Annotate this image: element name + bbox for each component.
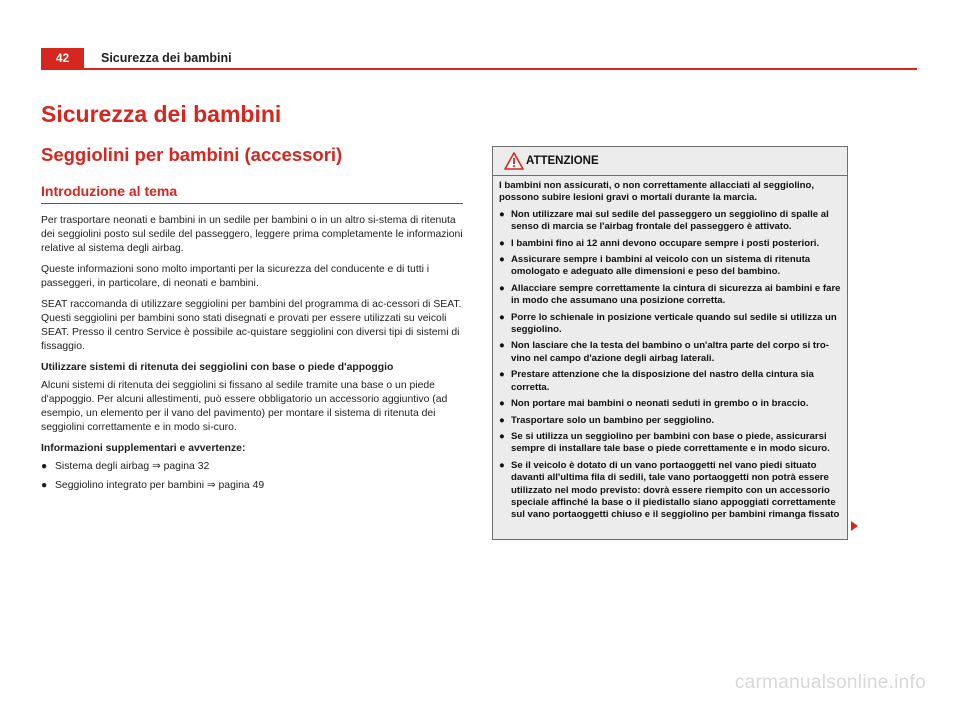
base-support-paragraph: Alcuni sistemi di ritenuta dei seggiolini si fissano al sedile tramite una base o un piede d'appoggio. Per alcuni allestimenti, può essere obbligatorio un accessorio aggiuntivo (ad esempio, un elemento per il vano del pavimento) per montare il sistema di ritenuta dei seggiolini correttamente e in modo si-curo. bbox=[41, 380, 448, 433]
warning-item: ● Trasportare solo un bambino per seggiolino. bbox=[499, 414, 715, 426]
warning-header bbox=[493, 147, 847, 176]
bullet-icon: ● bbox=[499, 254, 505, 266]
reference-item-airbag[interactable] bbox=[41, 460, 463, 474]
importance-paragraph: Queste informazioni sono molto importanti per la sicurezza del conducente e di tutti i passeggeri, in particolare, di neonati e bambini. bbox=[41, 264, 430, 289]
intro-paragraph: Per trasportare neonati e bambini in un sedile per bambini o in un altro si-stema di ritenuta dei seggiolini posto sul sedile del passeggero, leggere prima completamente le informazioni relative al sistema degli airbag. bbox=[41, 215, 463, 254]
bullet-icon: ● bbox=[499, 430, 505, 442]
bullet-icon: ● bbox=[499, 459, 505, 471]
header-title: Sicurezza dei bambini bbox=[101, 51, 232, 65]
bullet-icon: ● bbox=[499, 237, 505, 249]
bullet-icon: ● bbox=[499, 311, 505, 323]
warning-item: ● Se il veicolo è dotato di un vano portaoggetti nel vano piedi situato davanti all'ultima fila di sedili, tale vano portaoggetti non potrà essere utilizzato nel modo previsto: dovrà essere riempito con un accessorio speciale affinché la base o il piedistallo siano appoggiati correttamente sul vano portaoggetti chiuso e il seggiolino per bambini rimanga fissato bbox=[499, 459, 840, 521]
section-title: Seggiolini per bambini (accessori) bbox=[41, 144, 343, 165]
bullet-icon: ● bbox=[499, 398, 505, 410]
bullet-icon: ● bbox=[499, 208, 505, 220]
subsection-title: Introduzione al tema bbox=[41, 181, 463, 204]
warning-item: ● Prestare attenzione che la disposizione del nastro della cintura sia corretta. bbox=[499, 369, 814, 393]
warning-box bbox=[492, 146, 848, 540]
reference-item-integrated-seat[interactable] bbox=[41, 479, 463, 493]
warning-title: ATTENZIONE bbox=[526, 155, 599, 167]
warning-intro: I bambini non assicurati, o non correttamente allacciati al seggiolino, possono subire lesioni gravi o mortali durante la marcia. bbox=[499, 180, 815, 204]
warning-item: ● Non lasciare che la testa del bambino o un'altra parte del corpo si tro-vino nel campo d'azione degli airbag laterali. bbox=[499, 340, 829, 364]
bullet-icon: ● bbox=[499, 414, 505, 426]
reference-label: Sistema degli airbag ⇒ pagina 32 bbox=[55, 461, 210, 472]
warning-item: ● I bambini fino ai 12 anni devono occupare sempre i posti posteriori. bbox=[499, 237, 820, 249]
warning-item: ● Assicurare sempre i bambini al veicolo con un sistema di ritenuta omologato e adeguato alle dimensioni e peso del bambino. bbox=[499, 254, 811, 278]
page-number: 42 bbox=[41, 48, 84, 68]
main-title: Sicurezza dei bambini bbox=[41, 101, 282, 127]
watermark: carmanualsonline.info bbox=[734, 672, 926, 693]
warning-item: ● Non utilizzare mai sul sedile del passeggero un seggiolino di spalle al senso di marcia se l'airbag frontale del passeggero è attivato. bbox=[499, 208, 829, 233]
warning-body bbox=[499, 180, 843, 526]
bullet-icon: ● bbox=[41, 461, 48, 472]
reference-label: Seggiolino integrato per bambini ⇒ pagina 49 bbox=[55, 480, 265, 491]
warning-item: ● Se si utilizza un seggiolino per bambini con base o piede, assicurarsi sempre di installare tale base o piede correttamente e in modo sicuro. bbox=[499, 430, 830, 455]
intro-text-column bbox=[41, 214, 463, 498]
warning-item: ● Non portare mai bambini o neonati seduti in grembo o in braccio. bbox=[499, 398, 809, 410]
page-header bbox=[41, 48, 917, 70]
warning-item: ● Allacciare sempre correttamente la cintura di sicurezza ai bambini e fare in modo che assumano una posizione corretta. bbox=[499, 282, 841, 307]
warning-triangle-icon bbox=[504, 152, 524, 170]
continue-arrow-icon[interactable] bbox=[851, 521, 858, 531]
bullet-icon: ● bbox=[499, 369, 505, 381]
additional-info-heading: Informazioni supplementari e avvertenze: bbox=[41, 443, 246, 454]
accessories-paragraph: SEAT raccomanda di utilizzare seggiolini per bambini del programma di ac-cessori di SEAT. Questi seggiolini per bambini sono stati disegnati e provati per essere utilizzati su veicoli SEAT. Presso il centro Service è possibile ac-quistare seggiolini con diversi tipi di sistemi di fissaggio. bbox=[41, 299, 462, 352]
bullet-icon: ● bbox=[41, 480, 48, 491]
warning-item: ● Porre lo schienale in posizione verticale quando sul sedile si utilizza un seggiolino. bbox=[499, 311, 837, 336]
bullet-icon: ● bbox=[499, 282, 505, 294]
bullet-icon: ● bbox=[499, 340, 505, 352]
base-support-heading: Utilizzare sistemi di ritenuta dei seggiolini con base o piede d'appoggio bbox=[41, 362, 394, 373]
